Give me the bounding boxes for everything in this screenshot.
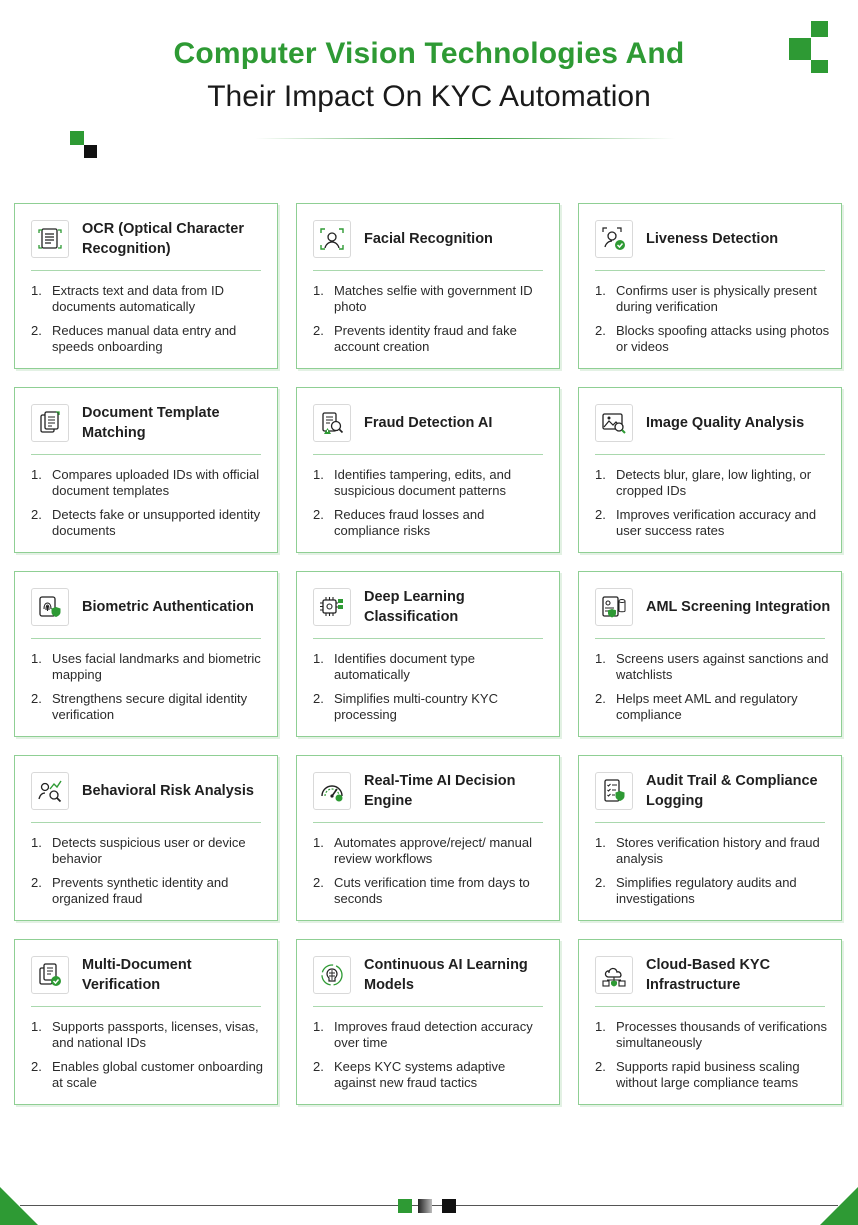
card-list [313,651,549,731]
list-item-text: Detects blur, glare, low lighting, or cropped IDs [616,467,812,498]
kyc-technology-card [14,387,278,553]
list-item-text: Screens users against sanctions and watchlists [616,651,829,682]
list-item-text: Cuts verification time from days to seconds [334,875,530,906]
footer-corner-right [820,1187,858,1225]
list-item [595,1019,831,1051]
card-header [313,955,549,995]
list-item-text: Reduces manual data entry and speeds onboarding [52,323,237,354]
list-item-number: 2. [31,323,42,338]
list-item [313,835,549,867]
list-item-text: Confirms user is physically present during verification [616,283,817,314]
kyc-technology-card [578,203,842,369]
kyc-technology-card [296,939,560,1105]
card-divider [31,270,261,271]
list-item-text: Uses facial landmarks and biometric mapping [52,651,261,682]
gauge-icon [313,772,351,810]
list-item-number: 1. [313,651,324,666]
list-item-number: 1. [313,283,324,298]
card-list [595,467,831,547]
card-header [31,771,267,811]
card-title: Deep Learning Classification [364,589,465,625]
face-check-icon [595,220,633,258]
list-item [595,283,831,315]
list-item-number: 1. [595,835,606,850]
list-item [31,835,267,867]
page-title-line1: Computer Vision Technologies And [173,37,685,70]
list-item [31,651,267,683]
list-item-text: Identifies tampering, edits, and suspicious document patterns [334,467,512,498]
card-divider [31,1006,261,1007]
card-title: Biometric Authentication [82,599,254,615]
list-item [313,691,549,723]
list-item [595,1059,831,1091]
list-item-number: 1. [31,467,42,482]
list-item-number: 2. [31,507,42,522]
card-title: Continuous AI Learning Models [364,957,528,993]
kyc-technology-card [296,571,560,737]
checklist-shield-icon [595,772,633,810]
footer-corner-left [0,1187,38,1225]
list-item-text: Matches selfie with government ID photo [334,283,533,314]
card-header [595,771,831,811]
list-item [31,467,267,499]
list-item [595,835,831,867]
list-item-text: Extracts text and data from ID documents automatically [52,283,224,314]
card-divider [313,822,543,823]
list-item [313,875,549,907]
list-item-text: Prevents identity fraud and fake account creation [334,323,517,354]
list-item-number: 1. [31,283,42,298]
list-item [313,1019,549,1051]
card-header [31,955,267,995]
card-list [595,835,831,915]
list-item-number: 1. [313,467,324,482]
chip-network-icon [313,588,351,626]
list-item-number: 2. [313,691,324,706]
kyc-technology-card [578,571,842,737]
list-item-number: 2. [595,875,606,890]
list-item [31,323,267,355]
brain-cycle-icon [313,956,351,994]
list-item-number: 1. [595,1019,606,1034]
card-divider [595,454,825,455]
card-title: OCR (Optical Character Recognition) [82,221,244,257]
list-item-text: Processes thousands of verifications simultaneously [616,1019,827,1050]
list-item-number: 1. [595,467,606,482]
card-title: Behavioral Risk Analysis [82,783,254,799]
documents-check-icon [31,956,69,994]
card-list [595,1019,831,1099]
list-item [595,651,831,683]
list-item-text: Stores verification history and fraud analysis [616,835,820,866]
list-item-text: Enables global customer onboarding at scale [52,1059,264,1090]
card-title: Liveness Detection [646,231,779,247]
list-item [595,323,831,355]
card-header [31,587,267,627]
card-header [31,403,267,443]
card-list [313,467,549,547]
list-item-text: Simplifies regulatory audits and investigations [616,875,797,906]
card-divider [31,454,261,455]
list-item-number: 2. [595,323,606,338]
kyc-technology-card [296,203,560,369]
face-scan-icon [313,220,351,258]
card-title: Fraud Detection AI [364,415,493,431]
list-item [31,1059,267,1091]
card-divider [595,822,825,823]
card-divider [313,454,543,455]
footer-squares [398,1199,458,1213]
list-item-text: Prevents synthetic identity and organized fraud [52,875,229,906]
kyc-technology-card [296,387,560,553]
card-title: Multi-Document Verification [82,957,192,993]
list-item-number: 2. [595,507,606,522]
list-item-text: Supports rapid business scaling without large compliance teams [616,1059,800,1090]
kyc-technology-card [14,939,278,1105]
list-item-text: Improves verification accuracy and user success rates [616,507,817,538]
list-item-text: Reduces fraud losses and compliance risks [334,507,485,538]
kyc-technology-card [578,755,842,921]
card-header [313,403,549,443]
card-divider [595,270,825,271]
list-item [595,507,831,539]
list-item-number: 1. [31,1019,42,1034]
card-list [313,1019,549,1099]
cloud-network-icon [595,956,633,994]
kyc-technology-card [14,203,278,369]
list-item-text: Detects fake or unsupported identity documents [52,507,261,538]
card-divider [31,822,261,823]
list-item-text: Strengthens secure digital identity verification [52,691,248,722]
list-item [313,507,549,539]
list-item [313,323,549,355]
card-list [31,1019,267,1099]
card-title: Real-Time AI Decision Engine [364,773,516,809]
id-card-shield-icon [595,588,633,626]
card-divider [595,638,825,639]
list-item-text: Keeps KYC systems adaptive against new fraud tactics [334,1059,506,1090]
list-item-number: 2. [313,323,324,338]
fingerprint-shield-icon [31,588,69,626]
kyc-technology-card [578,387,842,553]
card-divider [313,1006,543,1007]
list-item [31,691,267,723]
card-header [595,219,831,259]
card-title: Audit Trail & Compliance Logging [646,773,818,809]
kyc-technology-card [14,755,278,921]
list-item [31,283,267,315]
list-item-number: 1. [31,835,42,850]
list-item-text: Compares uploaded IDs with official document templates [52,467,260,498]
card-title: Document Template Matching [82,405,220,441]
document-text-icon [31,220,69,258]
list-item-number: 1. [313,1019,324,1034]
card-header [313,219,549,259]
list-item-text: Automates approve/reject/ manual review workflows [334,835,532,866]
list-item-number: 2. [595,1059,606,1074]
kyc-technology-card [296,755,560,921]
card-list [313,283,549,363]
card-header [595,403,831,443]
card-header [313,587,549,627]
card-list [595,651,831,731]
list-item-text: Supports passports, licenses, visas, and national IDs [52,1019,259,1050]
list-item-text: Detects suspicious user or device behavior [52,835,246,866]
list-item-text: Simplifies multi-country KYC processing [334,691,498,722]
card-header [313,771,549,811]
list-item [313,283,549,315]
card-list [595,283,831,363]
card-list [31,467,267,547]
list-item [313,651,549,683]
document-alert-icon [313,404,351,442]
list-item-number: 2. [31,691,42,706]
list-item-number: 2. [31,1059,42,1074]
card-list [31,835,267,915]
list-item [595,875,831,907]
list-item [31,507,267,539]
list-item-number: 2. [313,507,324,522]
list-item [31,875,267,907]
list-item-number: 1. [31,651,42,666]
list-item-number: 2. [595,691,606,706]
list-item-text: Helps meet AML and regulatory compliance [616,691,798,722]
kyc-technology-card [578,939,842,1105]
list-item-number: 1. [595,283,606,298]
list-item-number: 2. [313,875,324,890]
card-title: Facial Recognition [364,231,493,247]
list-item-number: 2. [313,1059,324,1074]
card-divider [595,1006,825,1007]
card-header [31,219,267,259]
list-item-number: 2. [31,875,42,890]
list-item [313,1059,549,1091]
card-list [31,651,267,731]
card-list [313,835,549,915]
card-divider [313,270,543,271]
document-template-icon [31,404,69,442]
list-item [595,691,831,723]
card-title: AML Screening Integration [646,599,831,615]
card-title: Image Quality Analysis [646,415,805,431]
user-analytics-icon [31,772,69,810]
page-title-line2: Their Impact On KYC Automation [207,80,651,113]
list-item [31,1019,267,1051]
card-list [31,283,267,363]
title-divider [255,138,675,139]
image-search-icon [595,404,633,442]
list-item-text: Blocks spoofing attacks using photos or videos [616,323,830,354]
card-header [595,587,831,627]
card-divider [313,638,543,639]
list-item-text: Improves fraud detection accuracy over time [334,1019,533,1050]
kyc-technology-card [14,571,278,737]
list-item [595,467,831,499]
card-title: Cloud-Based KYC Infrastructure [646,957,771,993]
card-header [595,955,831,995]
list-item [313,467,549,499]
card-divider [31,638,261,639]
decorative-squares-left [70,131,98,159]
list-item-text: Identifies document type automatically [334,651,475,682]
list-item-number: 1. [313,835,324,850]
decorative-squares-right [789,21,829,73]
list-item-number: 1. [595,651,606,666]
